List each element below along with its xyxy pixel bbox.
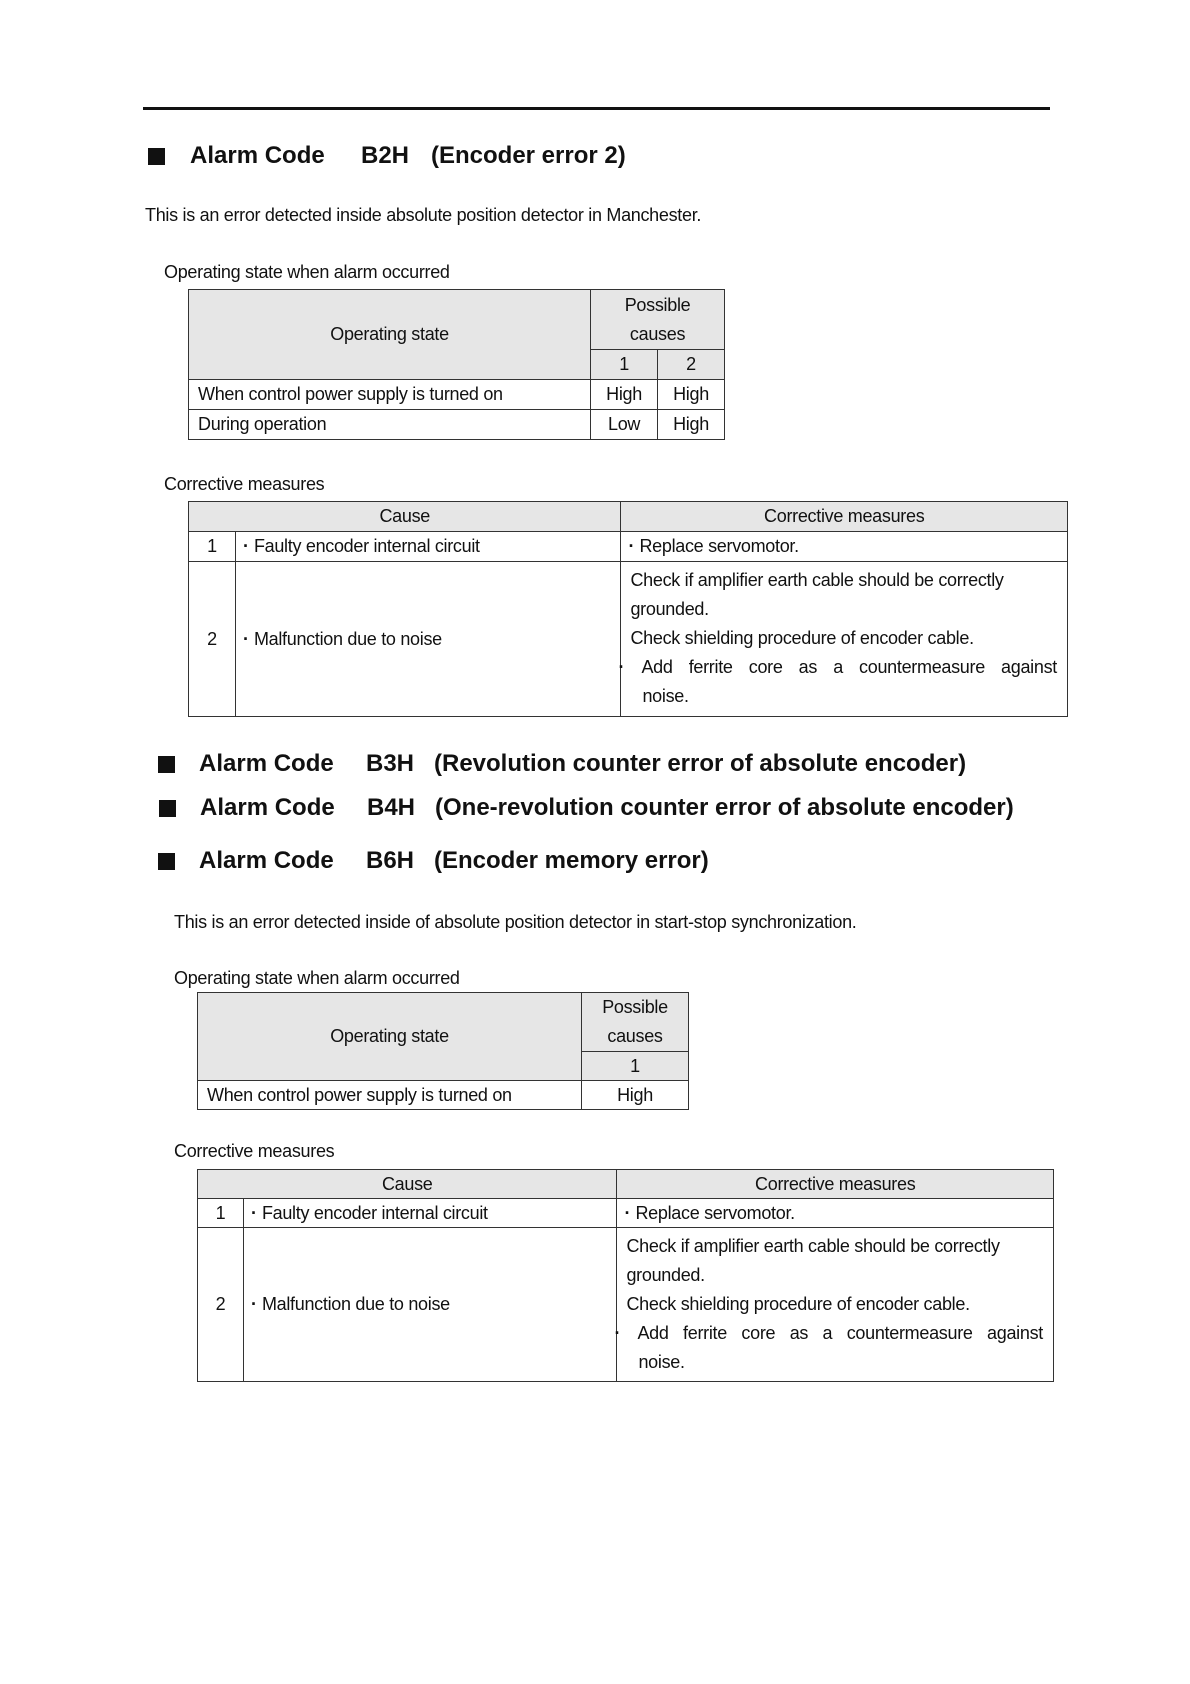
col-cause: Cause: [198, 1170, 617, 1199]
cause-text: · Faulty encoder internal circuit: [251, 1203, 488, 1223]
measures-cell: [617, 1228, 1054, 1382]
state-value: High: [658, 380, 725, 410]
alarm-description: (Encoder memory error): [434, 847, 709, 874]
table-row: [198, 1228, 1054, 1382]
state-value: High: [658, 410, 725, 440]
cause-text: · Faulty encoder internal circuit: [243, 536, 480, 556]
measure-text: Check shielding procedure of encoder cable.: [626, 1294, 970, 1314]
cause-number: 1: [582, 1052, 689, 1081]
corrective-measures-table: [197, 1169, 1054, 1382]
operating-state-table: [197, 992, 689, 1110]
row-number: 1: [198, 1199, 244, 1228]
alarm-code: B4H: [367, 794, 416, 821]
col-corrective-measures: Corrective measures: [621, 502, 1068, 532]
square-bullet-icon: [158, 853, 175, 870]
measures-cell: [621, 532, 1068, 562]
cause-cell: [243, 1199, 617, 1228]
col-possible-causes: Possible causes: [591, 290, 725, 350]
row-number: 2: [198, 1228, 244, 1382]
square-bullet-icon: [159, 800, 176, 817]
state-label: When control power supply is turned on: [198, 1081, 582, 1110]
alarm-code: B6H: [366, 847, 415, 874]
measures-table-caption: Corrective measures: [174, 1141, 335, 1161]
state-value: High: [591, 380, 658, 410]
measure-text: noise.: [642, 686, 689, 706]
cause-text: · Malfunction due to noise: [243, 629, 442, 649]
alarm-description: (Revolution counter error of absolute encoder): [434, 750, 967, 777]
alarm-label: Alarm Code: [199, 750, 334, 777]
measure-text: Check shielding procedure of encoder cable.: [630, 628, 974, 648]
measure-text: · Add ferrite core as a countermeasure against: [626, 1319, 1043, 1348]
col-possible-causes: Possible causes: [582, 993, 689, 1052]
alarm-code: B2H: [361, 142, 410, 169]
alarm-label: Alarm Code: [199, 847, 334, 874]
measures-cell: [621, 562, 1068, 717]
cause-cell: [235, 532, 621, 562]
square-bullet-icon: [158, 756, 175, 773]
alarm-label: Alarm Code: [200, 794, 335, 821]
measure-text: noise.: [638, 1352, 685, 1372]
square-bullet-icon: [148, 148, 165, 165]
alarm-code: B3H: [366, 750, 415, 777]
measure-text: · Replace servomotor.: [624, 1203, 794, 1223]
table-row: [198, 1199, 1054, 1228]
alarm-description: (Encoder error 2): [431, 142, 626, 169]
corrective-measures-table: [188, 501, 1068, 717]
cause-cell: [243, 1228, 617, 1382]
top-rule: [143, 107, 1050, 110]
state-value: High: [582, 1081, 689, 1110]
col-cause: Cause: [189, 502, 621, 532]
state-table-caption: Operating state when alarm occurred: [164, 262, 450, 282]
table-row: [198, 1081, 689, 1110]
col-operating-state: Operating state: [189, 290, 591, 380]
section-intro: This is an error detected inside absolute position detector in Manchester.: [145, 205, 702, 225]
measure-text: · Add ferrite core as a countermeasure against: [630, 653, 1057, 682]
cause-number: 1: [591, 350, 658, 380]
operating-state-table: [188, 289, 725, 440]
col-operating-state: Operating state: [198, 993, 582, 1081]
measure-text: Check if amplifier earth cable should be correctly grounded.: [630, 570, 1004, 619]
measures-cell: [617, 1199, 1054, 1228]
row-number: 2: [189, 562, 236, 717]
table-row: [189, 532, 1068, 562]
state-label: During operation: [189, 410, 591, 440]
section-intro: This is an error detected inside of absolute position detector in start-stop synchronization.: [174, 912, 857, 932]
measures-table-caption: Corrective measures: [164, 474, 325, 494]
table-row: [189, 380, 725, 410]
alarm-label: Alarm Code: [190, 142, 325, 169]
alarm-description: (One-revolution counter error of absolute encoder): [435, 794, 1014, 821]
row-number: 1: [189, 532, 236, 562]
cause-cell: [235, 562, 621, 717]
state-table-caption: Operating state when alarm occurred: [174, 968, 460, 988]
table-row: [189, 410, 725, 440]
table-row: [189, 562, 1068, 717]
state-label: When control power supply is turned on: [189, 380, 591, 410]
cause-text: · Malfunction due to noise: [251, 1294, 450, 1314]
col-corrective-measures: Corrective measures: [617, 1170, 1054, 1199]
cause-number: 2: [658, 350, 725, 380]
measure-text: · Replace servomotor.: [628, 536, 798, 556]
state-value: Low: [591, 410, 658, 440]
measure-text: Check if amplifier earth cable should be correctly grounded.: [626, 1236, 1000, 1285]
